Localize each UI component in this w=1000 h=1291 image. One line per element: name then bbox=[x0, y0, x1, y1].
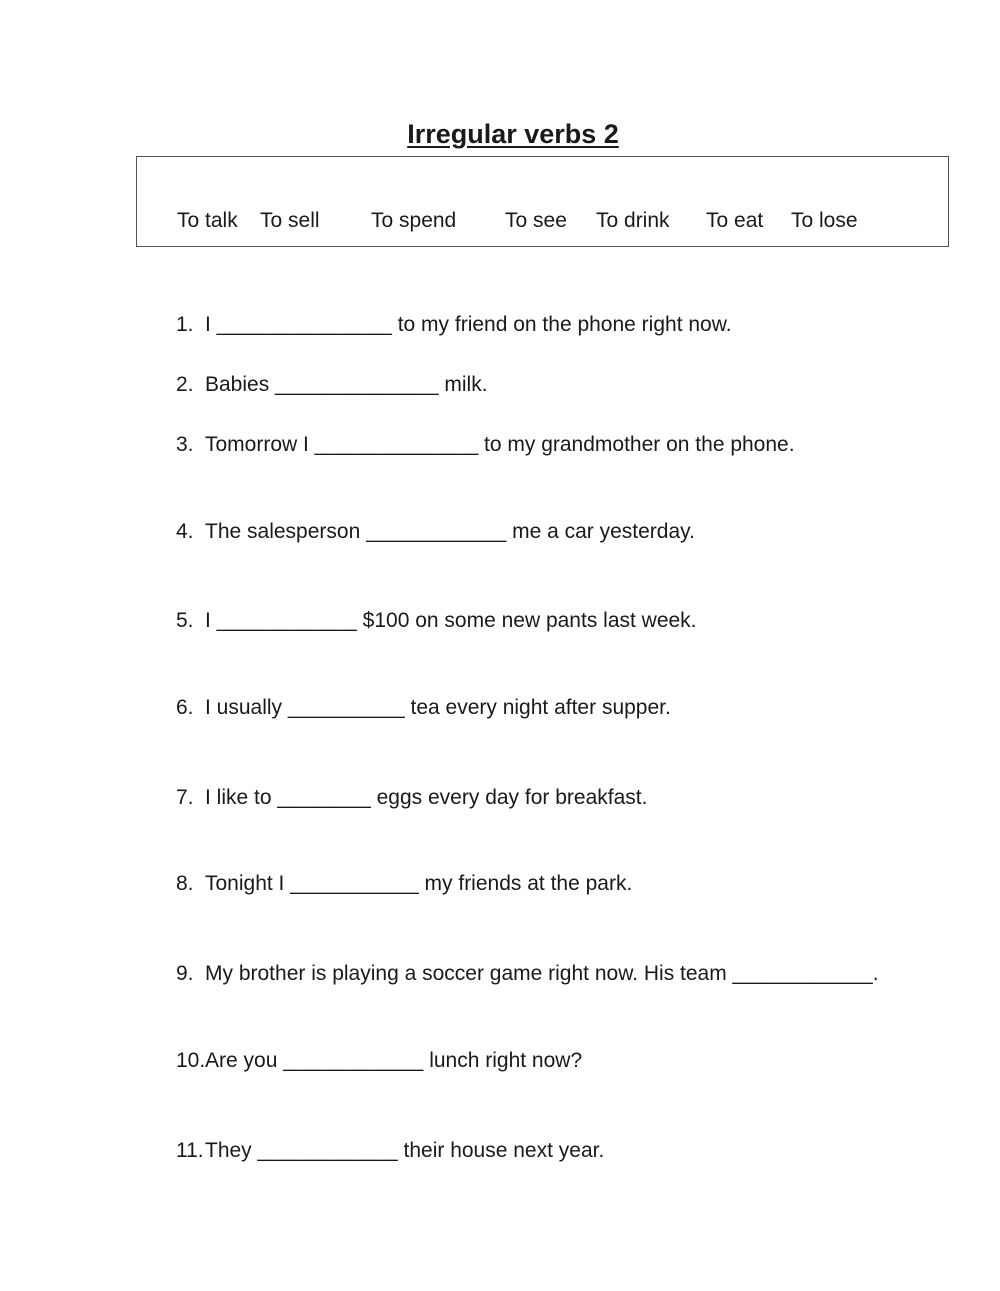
question-number: 11. bbox=[176, 1139, 204, 1162]
question-number: 3. bbox=[176, 433, 194, 456]
question-number: 8. bbox=[176, 872, 194, 895]
question-item bbox=[176, 696, 671, 720]
question-item bbox=[176, 313, 732, 337]
question-item bbox=[176, 872, 632, 896]
word-bank-item: To drink bbox=[596, 209, 670, 232]
question-number: 7. bbox=[176, 786, 194, 809]
question-text: The salesperson ____________ me a car yesterday. bbox=[205, 520, 695, 543]
question-number: 2. bbox=[176, 373, 194, 396]
question-item bbox=[176, 786, 647, 810]
question-text: Tonight I ___________ my friends at the park. bbox=[205, 872, 633, 895]
question-number: 6. bbox=[176, 696, 194, 719]
question-text: I like to ________ eggs every day for breakfast. bbox=[205, 786, 648, 809]
question-item bbox=[176, 609, 697, 633]
word-bank-item: To talk bbox=[177, 209, 238, 232]
word-bank-item: To lose bbox=[791, 209, 858, 232]
question-text: Babies ______________ milk. bbox=[205, 373, 488, 396]
question-number: 4. bbox=[176, 520, 194, 543]
question-text: My brother is playing a soccer game right now. His team ____________. bbox=[205, 962, 879, 985]
question-text: Tomorrow I ______________ to my grandmother on the phone. bbox=[205, 433, 795, 456]
question-item bbox=[176, 373, 488, 397]
page-title: Irregular verbs 2 bbox=[407, 119, 619, 149]
question-text: They ____________ their house next year. bbox=[205, 1139, 605, 1162]
word-bank-item: To see bbox=[505, 209, 567, 232]
question-number: 9. bbox=[176, 962, 194, 985]
question-item bbox=[176, 433, 795, 457]
question-number: 5. bbox=[176, 609, 194, 632]
question-item bbox=[176, 1139, 604, 1163]
question-number: 10. bbox=[176, 1049, 206, 1072]
question-text: I ____________ $100 on some new pants last week. bbox=[205, 609, 697, 632]
question-text: I usually __________ tea every night after supper. bbox=[205, 696, 671, 719]
question-number: 1. bbox=[176, 313, 194, 336]
word-bank-item: To sell bbox=[260, 209, 320, 232]
word-bank-item: To spend bbox=[371, 209, 457, 232]
word-bank-item: To eat bbox=[706, 209, 764, 232]
word-bank-box bbox=[136, 156, 949, 247]
question-text: I _______________ to my friend on the phone right now. bbox=[205, 313, 732, 336]
question-item bbox=[176, 520, 695, 544]
question-item bbox=[176, 962, 879, 986]
question-item bbox=[176, 1049, 582, 1073]
question-text: Are you ____________ lunch right now? bbox=[205, 1049, 583, 1072]
